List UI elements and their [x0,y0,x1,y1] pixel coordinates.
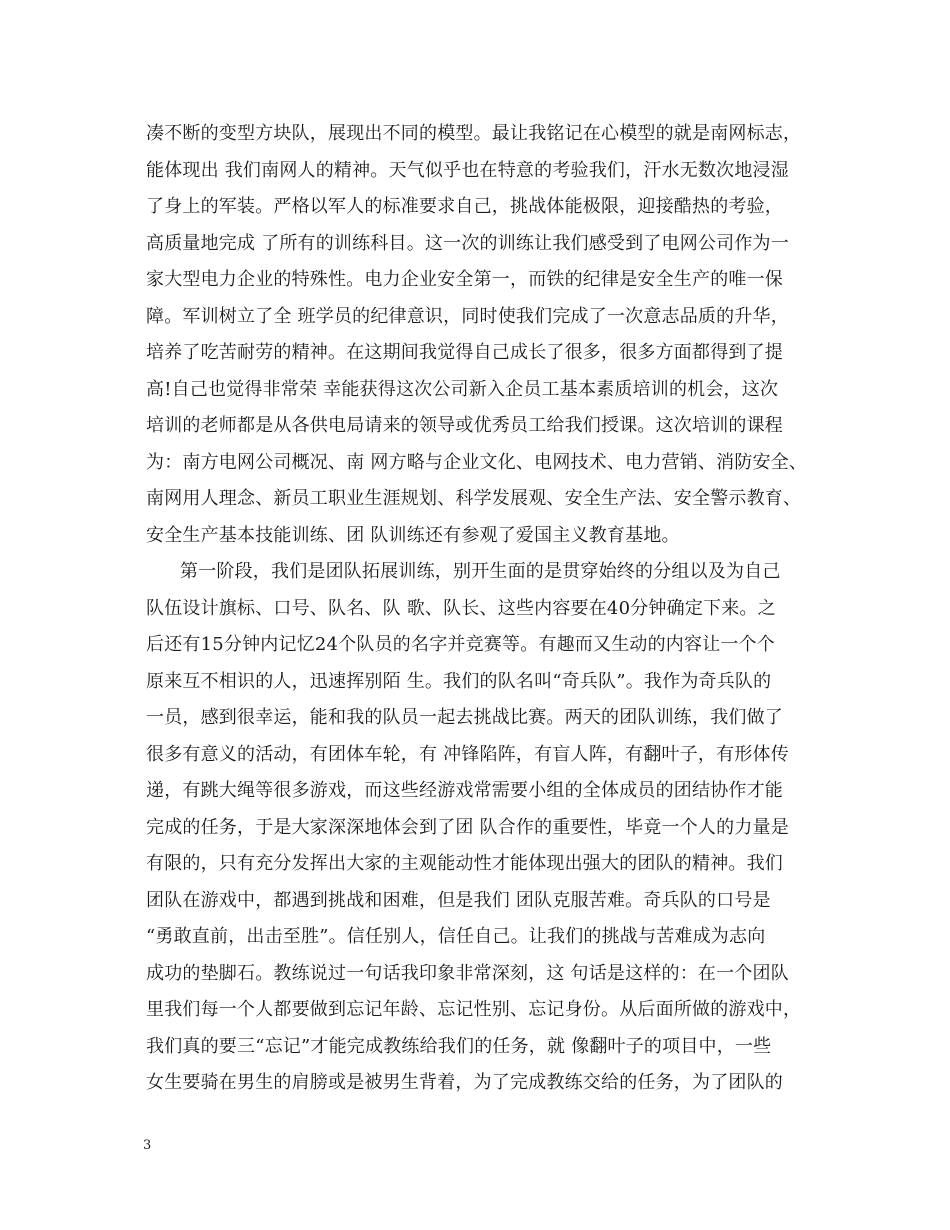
text-line: 家大型电力企业的特殊性。电力企业安全第一，而铁的纪律是安全生产的唯一保 [146,269,783,290]
text-line: 里我们每一个人都要做到忘记年龄、忘记性别、忘记身份。从后面所做的游戏中， [146,999,802,1020]
text-line: 凑不断的变型方块队，展现出不同的模型。最让我铭记在心模型的就是南网标志， [146,123,802,144]
text-line: 女生要骑在男生的肩膀或是被男生背着，为了完成教练交给的任务，为了团队的 [146,1072,783,1093]
text-line: 后还有15分钟内记忆24个队员的名字并竞赛等。有趣而又生动的内容让一个个 [146,634,776,655]
text-line: 为：南方电网公司概况、南 网方略与企业文化、电网技术、电力营销、消防安全、 [146,451,808,473]
text-line: 培训的老师都是从各供电局请来的领导或优秀员工给我们授课。这次培训的课程 [146,415,783,436]
text-line: 南网用人理念、新员工职业生涯规划、科学发展观、安全生产法、安全警示教育、 [146,488,802,509]
text-line: 队伍设计旗标、口号、队名、队 歌、队长、这些内容要在40分钟确定下来。之 [146,597,776,619]
paragraph-first-line: 第一阶段，我们是团队拓展训练，别开生面的是贯穿始终的分组以及为自己 [180,561,781,582]
text-line: 能体现出 我们南网人的精神。天气似乎也在特意的考验我们，汗水无数次地浸湿 [146,159,789,181]
text-line: “勇敢直前，出击至胜”。信任别人，信任自己。让我们的挑战与苦难成为志向 [146,926,766,947]
text-line: 我们真的要三“忘记”才能完成教练给我们的任务，就 像翻叶子的项目中，一些 [146,1035,772,1057]
text-line: 有限的，只有充分发挥出大家的主观能动性才能体现出强大的团队的精神。我们 [146,853,783,874]
text-line: 一员，感到很幸运，能和我的队员一起去挑战比赛。两天的团队训练，我们做了 [146,707,783,728]
text-line: 高!自己也觉得非常荣 幸能获得这次公司新入企员工基本素质培训的机会，这次 [146,378,779,400]
text-line: 很多有意义的活动，有团体车轮，有 冲锋陷阵，有盲人阵，有翻叶子，有形体传 [146,743,789,765]
text-line: 团队在游戏中，都遇到挑战和困难，但是我们 团队克服苦难。奇兵队的口号是 [146,889,771,911]
text-line: 障。军训树立了全 班学员的纪律意识，同时使我们完成了一次意志品质的升华， [146,305,789,327]
document-body [146,116,826,1102]
text-line: 培养了吃苦耐劳的精神。在这期间我觉得自己成长了很多，很多方面都得到了提 [146,342,783,363]
text-line: 递，有跳大绳等很多游戏，而这些经游戏常需要小组的全体成员的团结协作才能 [146,780,783,801]
text-line: 高质量地完成 了所有的训练科目。这一次的训练让我们感受到了电网公司作为一 [146,232,789,254]
page-number: 3 [143,1138,152,1153]
text-line: 原来互不相识的人，迅速挥别陌 生。我们的队名叫“奇兵队”。我作为奇兵队的 [146,670,772,692]
text-line: 安全生产基本技能训练、团 队训练还有参观了爱国主义教育基地。 [146,524,680,546]
text-line: 成功的垫脚石。教练说过一句话我印象非常深刻，这 句话是这样的：在一个团队 [146,962,789,984]
text-line: 了身上的军装。严格以军人的标准要求自己，挑战体能极限，迎接酷热的考验， [146,196,783,217]
text-line: 完成的任务，于是大家深深地体会到了团 队合作的重要性，毕竟一个人的力量是 [146,816,789,838]
